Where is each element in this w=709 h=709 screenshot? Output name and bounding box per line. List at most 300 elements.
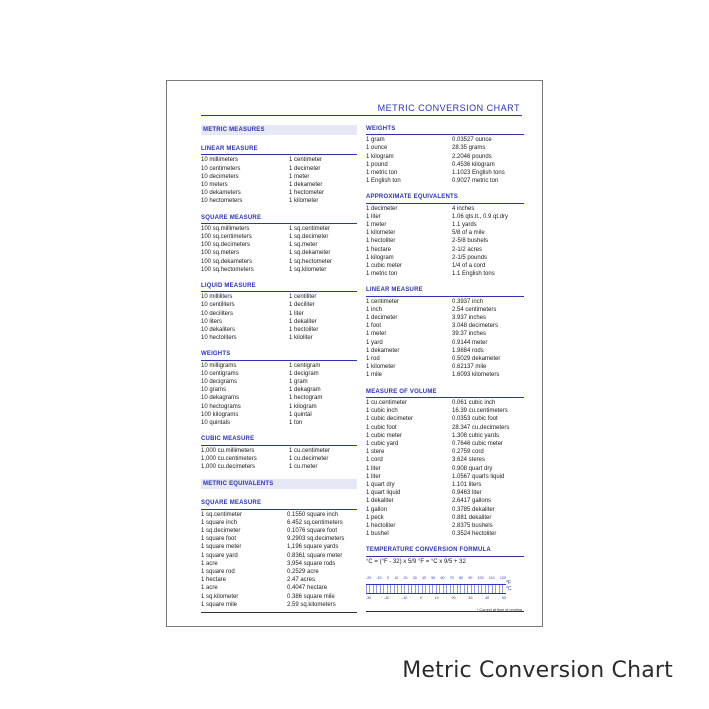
section-linear-measure: [366, 286, 524, 379]
row-equivalent: 2.59 sq.kilometers: [287, 601, 336, 608]
table-row: [201, 258, 357, 266]
row-unit: 1 gram: [366, 137, 385, 144]
row-equivalent: 2-1/5 pounds: [452, 254, 488, 261]
row-equivalent: 1 sq.meter: [289, 242, 318, 249]
row-equivalent: 0.9144 meter: [452, 339, 488, 346]
row-equivalent: 0.3785 dekaliter: [452, 506, 495, 513]
section-liquid-measure: [201, 282, 357, 342]
section-title: LIQUID MEASURE: [201, 283, 256, 290]
row-unit: 1 meter: [366, 222, 387, 229]
row-equivalent: 2.47 acres: [287, 577, 316, 584]
row-equivalent: 1.308 cubic yards: [452, 432, 500, 439]
row-unit: 1 centimeter: [366, 298, 400, 305]
row-equivalent: 0.9027 metric ton: [452, 178, 499, 185]
table-row: [366, 246, 524, 254]
row-unit: 1 hectare: [201, 577, 227, 584]
table-row: [366, 506, 524, 514]
row-unit: 1 rod: [366, 356, 380, 363]
section-title: TEMPERATURE CONVERSION FORMULA: [366, 547, 491, 554]
row-equivalent: 1.0567 quarts liquid: [452, 473, 505, 480]
row-unit: 1 decimeter: [366, 205, 398, 212]
table-row: [201, 511, 357, 519]
row-equivalent: 1 sq.kilometer: [289, 266, 327, 273]
row-unit: 1 cubic decimeter: [366, 416, 414, 423]
footnote: * Correct at time of printing: [476, 608, 522, 612]
table-row: [201, 225, 357, 233]
table-row: [366, 347, 524, 355]
row-equivalent: 3,954 square rods: [287, 560, 336, 567]
table-row: [366, 514, 524, 522]
fahrenheit-ticks: [366, 574, 506, 582]
row-equivalent: 5/8 of a mile: [452, 230, 485, 237]
table-row: [366, 306, 524, 314]
table-row: [201, 241, 357, 249]
row-unit: 1 hectoliter: [366, 522, 396, 529]
row-equivalent: 1,196 square yards: [287, 544, 339, 551]
row-unit: 10 centigrams: [201, 370, 239, 377]
row-unit: 1 dekameter: [366, 347, 400, 354]
row-equivalent: 28.347 cu.decimeters: [452, 424, 510, 431]
table-row: [201, 173, 357, 181]
table-row: [366, 270, 524, 278]
table-row: [366, 399, 524, 407]
row-equivalent: 2.6417 gallons: [452, 498, 492, 505]
row-unit: 10 hectometers: [201, 198, 243, 205]
row-unit: 1 square inch: [201, 519, 238, 526]
row-equivalent: 2.8375 bushels: [452, 522, 493, 529]
row-equivalent: 39.37 inches: [452, 331, 487, 338]
scale-tick-label: 90: [468, 575, 473, 580]
scale-tick-label: 0: [386, 575, 389, 580]
section-title: LINEAR MEASURE: [366, 287, 423, 294]
table-row: [201, 568, 357, 576]
row-equivalent: 1 decigram: [289, 370, 319, 377]
row-unit: 10 quintals: [201, 420, 231, 427]
row-equivalent: 16.39 cu.centimeters: [452, 408, 508, 415]
row-equivalent: 1.1 yards: [452, 222, 477, 229]
row-equivalent: 1.6093 kilometers: [452, 372, 500, 379]
section-weights: [366, 125, 524, 185]
table-row: [366, 262, 524, 270]
table-row: [201, 266, 357, 274]
table-row: [201, 378, 357, 386]
table-row: [201, 463, 357, 471]
section-linear-measure: [201, 145, 357, 205]
section-measure-of-volume: [366, 388, 524, 539]
table-row: [201, 156, 357, 164]
table-row: [201, 527, 357, 535]
section-rule: [201, 509, 357, 510]
row-equivalent: 1 hectometer: [289, 190, 325, 197]
table-row: [201, 535, 357, 543]
table-row: [201, 593, 357, 601]
table-row: [366, 489, 524, 497]
row-equivalent: 1.9884 rods: [452, 347, 484, 354]
row-equivalent: 1 dekaliter: [289, 318, 317, 325]
row-unit: 1 stere: [366, 449, 385, 456]
right-column: [366, 125, 524, 620]
title-divider: [201, 115, 522, 116]
section-rule: [201, 360, 357, 361]
chart-page: [166, 80, 543, 627]
table-row: [201, 386, 357, 394]
section-rule: [201, 291, 357, 292]
scale-tick-label: -20: [384, 595, 390, 600]
table-row: [366, 456, 524, 464]
section-weights: [201, 350, 357, 427]
row-unit: 10 meters: [201, 182, 228, 189]
row-unit: 10 deciliters: [201, 310, 234, 317]
table-row: [201, 293, 357, 301]
table-row: [201, 419, 357, 427]
section-title: WEIGHTS: [201, 351, 231, 358]
row-unit: 1 liter: [366, 473, 381, 480]
row-unit: 1 square meter: [201, 544, 242, 551]
table-row: [201, 601, 357, 609]
row-equivalent: 1 centiliter: [289, 294, 317, 301]
row-unit: 1 square yard: [201, 552, 238, 559]
row-unit: 100 sq.meters: [201, 250, 240, 257]
table-row: [201, 334, 357, 342]
row-unit: 1 mile: [366, 372, 383, 379]
table-row: [366, 407, 524, 415]
scale-tick-label: 40: [422, 575, 426, 580]
row-unit: 1 kilometer: [366, 364, 396, 371]
table-row: [366, 314, 524, 322]
table-row: [366, 322, 524, 330]
table-row: [366, 254, 524, 262]
row-unit: 10 hectograms: [201, 403, 241, 410]
section-cubic-measure: [201, 435, 357, 471]
row-unit: 10 dekagrams: [201, 395, 240, 402]
table-row: [201, 165, 357, 173]
table-row: [366, 205, 524, 213]
table-row: [201, 310, 357, 318]
row-unit: 1 yard: [366, 339, 383, 346]
row-equivalent: 1 sq.centimeter: [289, 225, 331, 232]
table-row: [201, 455, 357, 463]
table-row: [366, 522, 524, 530]
section-temperature: [366, 546, 524, 611]
row-unit: 1 English ton: [366, 178, 401, 185]
row-unit: 1,000 cu.millimeters: [201, 447, 255, 454]
table-row: [201, 326, 357, 334]
row-unit: 1 cubic meter: [366, 263, 403, 270]
row-equivalent: 0.386 square mile: [287, 593, 335, 600]
row-unit: 1 decimeter: [366, 315, 398, 322]
row-unit: 1 sq.decimeter: [201, 527, 241, 534]
row-unit: 1 hectare: [366, 246, 392, 253]
row-unit: 1 gallon: [366, 506, 388, 513]
metric-measures-header: METRIC MEASURES: [201, 125, 357, 135]
table-row: [366, 530, 524, 538]
row-equivalent: 1 ton: [289, 420, 303, 427]
row-unit: 10 decimeters: [201, 173, 239, 180]
row-unit: 1 peck: [366, 514, 384, 521]
row-equivalent: 0.2529 acre: [287, 568, 319, 575]
table-row: [366, 221, 524, 229]
row-unit: 1 cubic foot: [366, 424, 397, 431]
row-equivalent: 1 sq.decimeter: [289, 234, 329, 241]
row-unit: 1 sq.centimeter: [201, 511, 243, 518]
row-equivalent: 1 cu.decimeter: [289, 455, 329, 462]
row-unit: 100 sq.hectometers: [201, 266, 254, 273]
row-equivalent: 1 kiloliter: [289, 335, 313, 342]
table-row: [201, 403, 357, 411]
scale-tick-label: 120: [499, 575, 506, 580]
row-unit: 1 dekaliter: [366, 498, 394, 505]
row-equivalent: 0.2759 cord: [452, 449, 484, 456]
section-rule: [201, 445, 357, 446]
row-equivalent: 1 sq.hectometer: [289, 258, 333, 265]
table-row: [366, 339, 524, 347]
scale-tick-label: 50: [501, 595, 506, 600]
temperature-formula: °C = (°F - 32) x 5/9 °F = °C x 9/5 + 32: [366, 558, 466, 565]
row-unit: 10 dekameters: [201, 190, 241, 197]
table-row: [201, 362, 357, 370]
table-row: [201, 249, 357, 257]
row-equivalent: 1 deciliter: [289, 302, 315, 309]
fahrenheit-unit: °F: [506, 579, 512, 586]
row-unit: 1 kilogram: [366, 153, 394, 160]
row-equivalent: 2-1/2 acres: [452, 246, 483, 253]
section-rule: [366, 134, 524, 135]
row-unit: 1 kilogram: [366, 254, 394, 261]
table-row: [201, 411, 357, 419]
scale-tick-label: 70: [449, 575, 454, 580]
row-equivalent: 1 gram: [289, 379, 308, 386]
row-unit: 10 milligrams: [201, 362, 237, 369]
row-equivalent: 6.452 sq.centimeters: [287, 519, 343, 526]
row-unit: 1 pound: [366, 161, 388, 168]
row-equivalent: 1 kilometer: [289, 198, 319, 205]
scale-tick-label: -20: [366, 575, 372, 580]
row-equivalent: 3.048 decimeters: [452, 323, 499, 330]
page-title: METRIC CONVERSION CHART: [377, 103, 520, 113]
row-equivalent: 3.624 steres: [452, 457, 486, 464]
scale-tick-label: -10: [402, 595, 408, 600]
table-row: [201, 370, 357, 378]
table-row: [366, 177, 524, 185]
table-row: [366, 213, 524, 221]
table-row: [366, 448, 524, 456]
row-equivalent: 0.061 cubic inch: [452, 399, 496, 406]
scale-tick-label: 30: [468, 595, 473, 600]
scale-tick-label: 40: [485, 595, 490, 600]
row-unit: 1 kilometer: [366, 230, 396, 237]
table-row: [366, 229, 524, 237]
row-unit: 10 centiliters: [201, 302, 235, 309]
row-unit: 1 cubic inch: [366, 408, 398, 415]
row-equivalent: 1 kilogram: [289, 403, 317, 410]
row-equivalent: 1 liter: [289, 310, 304, 317]
row-unit: 1 cu.centimeter: [366, 399, 408, 406]
row-equivalent: 1.06 qts.lt., 0.9 qt.dry: [452, 213, 509, 220]
row-unit: 1 bushel: [366, 531, 389, 538]
scale-tick-label: 20: [403, 575, 408, 580]
section-rule: [201, 154, 357, 155]
row-unit: 1 cord: [366, 457, 383, 464]
row-unit: 1 inch: [366, 306, 383, 313]
scale-tick-label: 10: [434, 595, 439, 600]
row-equivalent: 1 cu.centimeter: [289, 447, 331, 454]
scale-tick-label: 100: [477, 575, 484, 580]
row-unit: 1 quart dry: [366, 481, 395, 488]
table-row: [201, 543, 357, 551]
table-row: [366, 298, 524, 306]
table-row: [366, 136, 524, 144]
table-row: [201, 394, 357, 402]
row-unit: 100 sq.dekameters: [201, 258, 253, 265]
row-equivalent: 1 meter: [289, 173, 310, 180]
row-equivalent: 1 sq.dekameter: [289, 250, 331, 257]
row-equivalent: 2.2046 pounds: [452, 153, 492, 160]
row-equivalent: 0.1076 square foot: [287, 527, 338, 534]
table-row: [366, 432, 524, 440]
table-row: [366, 237, 524, 245]
row-unit: 10 hectoliters: [201, 335, 237, 342]
row-equivalent: 0.4536 kilogram: [452, 161, 495, 168]
celsius-unit: °C: [506, 585, 512, 592]
section-title: LINEAR MEASURE: [201, 146, 258, 153]
table-row: [201, 181, 357, 189]
section-rule: [366, 556, 524, 557]
row-equivalent: 1 dekameter: [289, 182, 323, 189]
row-equivalent: 1.1023 English tons: [452, 170, 505, 177]
row-equivalent: 4 inches: [452, 205, 475, 212]
table-row: [366, 355, 524, 363]
row-equivalent: 1 decimeter: [289, 165, 321, 172]
section-square-measure: [201, 214, 357, 274]
table-row: [366, 473, 524, 481]
row-unit: 10 decigrams: [201, 379, 238, 386]
section-title: SQUARE MEASURE: [201, 500, 262, 507]
row-unit: 10 dekaliters: [201, 327, 236, 334]
metric-equivalents-header: METRIC EQUIVALENTS: [201, 479, 357, 489]
row-equivalent: 1 quintal: [289, 411, 312, 418]
row-equivalent: 0.1550 square inch: [287, 511, 339, 518]
row-equivalent: 1 centimeter: [289, 157, 323, 164]
scale-tick-label: 80: [459, 575, 464, 580]
thermometer-bar: [366, 584, 506, 594]
section-rule: [366, 296, 524, 297]
table-row: [201, 189, 357, 197]
row-equivalent: 0.9463 liter: [452, 490, 482, 497]
row-equivalent: 0.3937 inch: [452, 298, 484, 305]
left-column: [201, 125, 357, 621]
equivalents-rows: [201, 511, 357, 609]
section-title: WEIGHTS: [366, 126, 396, 132]
row-unit: 1 square mile: [201, 601, 238, 608]
scale-tick-label: 30: [412, 575, 417, 580]
row-equivalent: 3.937 inches: [452, 315, 487, 322]
table-row: [201, 301, 357, 309]
right-sections: [366, 125, 524, 538]
row-unit: 10 grams: [201, 387, 227, 394]
column-bottom-rule: [201, 612, 357, 613]
row-equivalent: 1 cu.meter: [289, 463, 318, 470]
row-equivalent: 0.03527 ounce: [452, 137, 492, 144]
row-unit: 1 hectoliter: [366, 238, 396, 245]
thermometer-scale: [366, 574, 516, 608]
row-equivalent: 0.4047 hectare: [287, 585, 328, 592]
row-unit: 100 sq.millimeters: [201, 225, 250, 232]
table-row: [366, 465, 524, 473]
row-unit: 1 acre: [201, 585, 218, 592]
table-row: [366, 169, 524, 177]
table-row: [366, 330, 524, 338]
table-row: [366, 481, 524, 489]
row-equivalent: 0.7646 cubic meter: [452, 440, 504, 447]
row-unit: 1 foot: [366, 323, 382, 330]
table-row: [366, 371, 524, 379]
scale-tick-label: 110: [488, 575, 495, 580]
row-equivalent: 1 hectoliter: [289, 327, 319, 334]
row-equivalent: 1.1 English tons: [452, 271, 495, 278]
table-row: [366, 415, 524, 423]
row-equivalent: 1 hectogram: [289, 395, 323, 402]
section-square-equivalents: [201, 499, 357, 613]
table-row: [366, 424, 524, 432]
row-unit: 1 square rod: [201, 568, 235, 575]
row-unit: 10 centimeters: [201, 165, 241, 172]
row-unit: 1 cubic meter: [366, 432, 403, 439]
row-unit: 1 metric ton: [366, 271, 398, 278]
row-equivalent: 0.881 dekaliter: [452, 514, 492, 521]
table-row: [201, 552, 357, 560]
section-title: APPROXIMATE EQUIVALENTS: [366, 194, 459, 201]
row-unit: 10 millimeters: [201, 157, 239, 164]
row-equivalent: 0.0353 cubic foot: [452, 416, 498, 423]
row-equivalent: 1.101 liters: [452, 481, 482, 488]
row-equivalent: 0.5029 dekameter: [452, 356, 501, 363]
row-equivalent: 2-5/8 bushels: [452, 238, 489, 245]
row-unit: 1 meter: [366, 331, 387, 338]
table-row: [201, 576, 357, 584]
row-unit: 1,000 cu.centimeters: [201, 455, 257, 462]
row-unit: 1 acre: [201, 560, 218, 567]
row-equivalent: 28.35 grams: [452, 145, 486, 152]
row-unit: 1 liter: [366, 465, 381, 472]
row-equivalent: 1 dekagram: [289, 387, 321, 394]
table-row: [201, 584, 357, 592]
row-unit: 1 sq.kilometer: [201, 593, 239, 600]
table-row: [201, 197, 357, 205]
scale-tick-label: 50: [431, 575, 436, 580]
scale-tick-label: 0: [420, 595, 422, 600]
row-equivalent: 0.3524 hectoliter: [452, 531, 497, 538]
image-caption: Metric Conversion Chart: [402, 658, 673, 683]
scale-tick-label: 10: [394, 575, 399, 580]
section-rule: [366, 397, 524, 398]
table-row: [366, 440, 524, 448]
row-unit: 1 cubic yard: [366, 440, 399, 447]
row-unit: 10 milliliters: [201, 294, 233, 301]
row-unit: 1 square foot: [201, 536, 237, 543]
scale-tick-label: -10: [376, 575, 382, 580]
section-rule: [201, 223, 357, 224]
table-row: [201, 447, 357, 455]
table-row: [366, 153, 524, 161]
row-unit: 1 metric ton: [366, 170, 398, 177]
row-equivalent: 1 centigram: [289, 362, 321, 369]
row-equivalent: 9.2903 sq.decimeters: [287, 536, 345, 543]
table-row: [201, 318, 357, 326]
row-unit: 1 liter: [366, 213, 381, 220]
celsius-ticks: [366, 594, 506, 602]
table-row: [201, 233, 357, 241]
row-unit: 10 liters: [201, 318, 223, 325]
